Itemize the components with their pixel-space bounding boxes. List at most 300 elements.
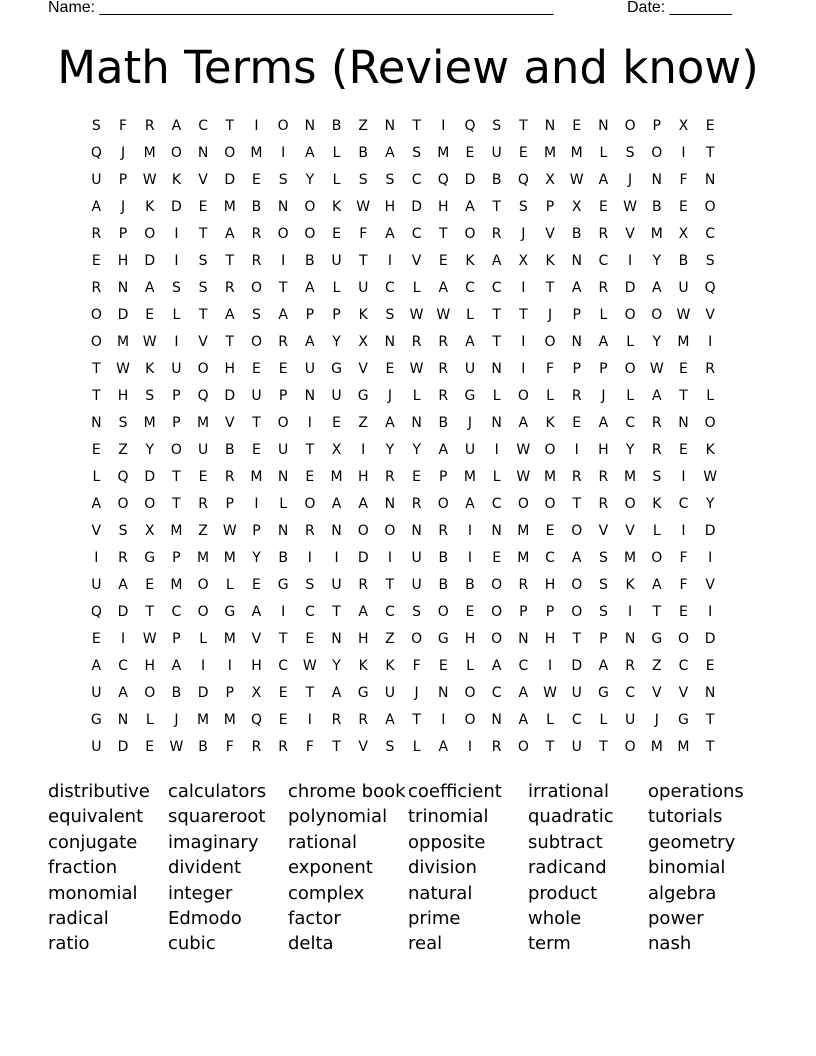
grid-letter: N (491, 415, 502, 431)
grid-letter: A (438, 280, 449, 296)
grid-letter: B (278, 550, 288, 566)
grid-letter: K (145, 199, 155, 215)
grid-letter: T (679, 388, 688, 404)
grid-letter: O (197, 577, 209, 593)
grid-letter: A (91, 199, 102, 215)
word-bank-item: calculators (168, 781, 267, 802)
grid-letter: S (171, 280, 181, 296)
grid-letter: N (277, 199, 289, 215)
grid-letter: X (518, 253, 529, 269)
grid-letter: S (385, 739, 395, 755)
grid-letter: A (385, 226, 395, 242)
grid-row (83, 194, 724, 221)
grid-letter: N (117, 280, 129, 296)
grid-letter: A (598, 334, 609, 350)
grid-letter: M (517, 550, 530, 566)
word-bank-item: division (408, 857, 477, 879)
grid-letter: G (331, 361, 342, 377)
word-bank-item: geometry (648, 831, 736, 853)
grid-letter: S (598, 577, 608, 593)
grid-letter: G (597, 685, 609, 701)
grid-letter: R (224, 469, 235, 485)
grid-letter: M (170, 577, 183, 593)
grid-letter: K (625, 577, 635, 593)
grid-letter: A (518, 685, 529, 701)
grid-letter: E (598, 199, 608, 215)
grid-letter: H (117, 253, 129, 269)
grid-letter: J (387, 388, 392, 404)
grid-letter: E (679, 442, 688, 458)
grid-letter: P (172, 388, 181, 404)
grid-letter: T (145, 604, 154, 620)
grid-letter: O (544, 334, 556, 350)
word-bank-item: exponent (288, 857, 373, 879)
grid-letter: I (681, 469, 686, 485)
grid-letter: N (624, 631, 636, 647)
grid-letter: A (571, 550, 582, 566)
grid-letter: B (438, 415, 449, 431)
grid-letter: N (491, 712, 502, 728)
word-bank-item: factor (288, 907, 341, 929)
grid-letter: T (252, 415, 261, 431)
word-bank-item: divident (168, 857, 242, 879)
grid-letter: V (198, 334, 208, 350)
grid-row (83, 113, 724, 140)
grid-letter: S (412, 145, 422, 161)
grid-letter: M (624, 469, 637, 485)
grid-letter: T (545, 280, 555, 296)
grid-letter: I (307, 550, 312, 566)
word-bank-item: coefficient (408, 781, 502, 802)
grid-letter: N (277, 523, 289, 539)
grid-letter: G (437, 631, 449, 647)
grid-letter: L (225, 577, 234, 593)
grid-letter: T (572, 496, 581, 512)
grid-letter: A (331, 685, 342, 701)
grid-letter: L (332, 172, 341, 188)
grid-letter: Q (437, 172, 449, 188)
grid-letter: L (599, 145, 608, 161)
grid-letter: W (222, 523, 237, 539)
grid-letter: E (465, 145, 475, 161)
grid-letter: U (197, 442, 209, 458)
grid-letter: I (681, 145, 686, 161)
grid-letter: B (651, 199, 662, 215)
grid-row (83, 437, 724, 464)
grid-letter: O (437, 496, 449, 512)
grid-letter: A (438, 442, 449, 458)
grid-letter: L (626, 334, 634, 350)
grid-letter: J (601, 388, 606, 404)
grid-letter: F (679, 172, 688, 188)
grid-letter: O (90, 307, 102, 323)
grid-letter: E (305, 469, 315, 485)
grid-letter: R (251, 226, 262, 242)
grid-letter: D (224, 172, 236, 188)
grid-letter: P (172, 631, 181, 647)
grid-letter: P (572, 307, 581, 323)
grid-letter: A (571, 280, 582, 296)
grid-row (83, 545, 724, 572)
grid-letter: S (118, 415, 128, 431)
grid-letter: N (491, 523, 502, 539)
grid-letter: R (278, 739, 289, 755)
grid-letter: Y (412, 442, 421, 458)
grid-letter: O (197, 604, 209, 620)
grid-letter: H (544, 631, 556, 647)
grid-letter: E (679, 604, 688, 620)
grid-letter: N (277, 469, 289, 485)
grid-letter: X (251, 685, 262, 701)
word-bank-item: conjugate (48, 831, 138, 853)
grid-letter: T (198, 307, 208, 323)
grid-letter: A (144, 280, 155, 296)
grid-letter: S (198, 280, 208, 296)
grid-letter: X (545, 172, 555, 188)
word-bank-item: equivalent (48, 806, 144, 828)
grid-letter: M (223, 550, 236, 566)
grid-letter: C (411, 172, 422, 188)
grid-letter: J (628, 172, 633, 188)
grid-letter: D (624, 280, 636, 296)
grid-letter: T (519, 307, 528, 323)
grid-letter: C (598, 253, 609, 269)
grid-letter: W (116, 361, 130, 377)
grid-letter: A (491, 658, 502, 674)
grid-letter: L (412, 280, 421, 296)
grid-letter: W (703, 469, 718, 485)
grid-letter: N (331, 631, 342, 647)
grid-letter: G (277, 577, 289, 593)
grid-letter: O (197, 361, 209, 377)
grid-letter: W (516, 469, 531, 485)
grid-letter: R (224, 280, 235, 296)
grid-letter: I (281, 145, 286, 161)
grid-letter: D (197, 685, 209, 701)
grid-letter: C (678, 658, 689, 674)
grid-letter: H (464, 631, 476, 647)
grid-letter: P (118, 226, 128, 242)
grid-letter: O (571, 577, 583, 593)
grid-letter: U (171, 361, 182, 377)
grid-letter: N (438, 685, 449, 701)
grid-letter: T (172, 496, 181, 512)
grid-letter: R (118, 550, 128, 566)
grid-letter: G (651, 631, 663, 647)
grid-letter: T (412, 118, 421, 134)
grid-letter: T (572, 631, 581, 647)
grid-letter: Y (305, 172, 315, 188)
grid-letter: S (598, 550, 608, 566)
grid-letter: I (681, 523, 686, 539)
grid-letter: R (438, 334, 449, 350)
grid-letter: U (491, 145, 502, 161)
grid-letter: N (544, 118, 556, 134)
grid-letter: T (225, 334, 235, 350)
grid-letter: L (466, 307, 474, 323)
grid-letter: M (570, 145, 583, 161)
grid-letter: A (651, 577, 662, 593)
grid-letter: F (679, 550, 688, 566)
grid-letter: L (492, 388, 501, 404)
grid-letter: M (116, 334, 130, 350)
grid-letter: I (174, 334, 179, 350)
grid-letter: N (331, 523, 342, 539)
grid-letter: I (254, 496, 259, 512)
grid-letter: C (411, 226, 422, 242)
grid-letter: A (651, 388, 662, 404)
grid-letter: L (172, 307, 181, 323)
grid-letter: I (708, 604, 713, 620)
grid-letter: O (144, 496, 156, 512)
grid-letter: E (465, 604, 475, 620)
grid-letter: U (384, 685, 396, 701)
grid-row (83, 707, 724, 734)
grid-letter: B (491, 172, 502, 188)
grid-letter: J (120, 145, 126, 161)
grid-letter: J (120, 199, 126, 215)
grid-letter: L (332, 280, 341, 296)
grid-letter: O (624, 496, 636, 512)
grid-letter: P (278, 388, 288, 404)
grid-row (83, 626, 724, 653)
grid-letter: N (304, 118, 316, 134)
grid-letter: I (94, 550, 99, 566)
grid-letter: N (571, 334, 582, 350)
grid-letter: S (118, 523, 128, 539)
grid-row (83, 275, 724, 302)
grid-letter: H (357, 469, 369, 485)
grid-letter: S (492, 118, 502, 134)
grid-letter: K (385, 658, 395, 674)
grid-letter: I (281, 604, 286, 620)
grid-letter: M (223, 199, 236, 215)
grid-letter: U (464, 361, 476, 377)
grid-row (83, 599, 724, 626)
grid-letter: J (174, 712, 179, 728)
grid-letter: W (142, 631, 157, 647)
grid-letter: E (545, 523, 555, 539)
grid-letter: O (464, 226, 476, 242)
grid-letter: R (625, 658, 635, 674)
grid-letter: J (654, 712, 659, 728)
grid-letter: V (625, 226, 635, 242)
word-bank-item: irrational (528, 781, 610, 802)
grid-letter: C (491, 280, 502, 296)
grid-letter: C (491, 685, 502, 701)
grid-letter: Z (651, 658, 662, 674)
grid-letter: E (438, 253, 448, 269)
grid-letter: T (439, 226, 448, 242)
grid-letter: V (598, 523, 609, 539)
grid-letter: Y (705, 496, 715, 512)
grid-letter: A (305, 334, 315, 350)
grid-letter: L (652, 523, 661, 539)
grid-letter: R (598, 226, 609, 242)
grid-letter: O (651, 550, 663, 566)
word-bank-item: distributive (48, 781, 150, 802)
grid-letter: T (172, 469, 181, 485)
grid-letter: S (598, 604, 608, 620)
grid-letter: D (571, 658, 583, 674)
grid-letter: Q (464, 118, 476, 134)
grid-letter: S (252, 307, 261, 323)
grid-letter: N (384, 334, 396, 350)
grid-letter: S (145, 388, 155, 404)
grid-letter: A (251, 604, 262, 620)
grid-letter: E (705, 118, 715, 134)
grid-letter: E (145, 577, 155, 593)
word-bank-item: trinomial (408, 806, 489, 828)
grid-letter: N (571, 253, 582, 269)
grid-row (83, 518, 724, 545)
grid-letter: A (91, 496, 102, 512)
grid-letter: G (464, 388, 476, 404)
word-bank-item: subtract (528, 831, 603, 853)
grid-letter: O (651, 145, 663, 161)
word-bank-item: fraction (48, 857, 118, 879)
grid-letter: K (545, 415, 555, 431)
grid-letter: Y (385, 442, 395, 458)
grid-letter: O (517, 388, 529, 404)
grid-letter: D (704, 631, 716, 647)
grid-letter: U (571, 685, 582, 701)
grid-letter: D (411, 199, 422, 215)
grid-letter: I (227, 658, 232, 674)
grid-letter: A (305, 280, 315, 296)
grid-letter: R (91, 226, 102, 242)
grid-letter: V (358, 361, 368, 377)
grid-letter: N (598, 118, 609, 134)
grid-letter: X (358, 334, 369, 350)
grid-letter: B (438, 550, 449, 566)
grid-letter: E (278, 361, 288, 377)
grid-letter: R (251, 253, 262, 269)
grid-letter: O (571, 604, 583, 620)
grid-letter: N (384, 496, 396, 512)
grid-letter: S (652, 469, 662, 485)
grid-letter: A (358, 604, 368, 620)
grid-letter: F (225, 739, 234, 755)
word-bank-item: radical (48, 907, 109, 929)
grid-letter: M (437, 145, 450, 161)
grid-letter: E (305, 631, 315, 647)
grid-letter: T (385, 577, 395, 593)
grid-letter: O (624, 118, 636, 134)
word-bank-item: opposite (408, 831, 486, 853)
grid-letter: S (412, 604, 422, 620)
grid-letter: V (705, 577, 715, 593)
grid-letter: W (409, 307, 424, 323)
word-bank-item: nash (648, 933, 692, 955)
grid-letter: I (307, 712, 312, 728)
grid-letter: O (384, 523, 396, 539)
grid-letter: C (385, 604, 395, 620)
grid-letter: T (492, 334, 501, 350)
grid-letter: O (144, 226, 156, 242)
grid-letter: U (331, 577, 342, 593)
grid-letter: O (491, 577, 503, 593)
grid-letter: O (517, 739, 529, 755)
grid-letter: A (518, 415, 529, 431)
grid-letter: R (598, 496, 609, 512)
word-bank-item: monomial (48, 882, 138, 904)
grid-letter: A (305, 145, 315, 161)
grid-letter: Z (118, 442, 128, 458)
grid-letter: I (387, 550, 392, 566)
grid-row (83, 167, 724, 194)
word-bank-item: ratio (48, 933, 90, 955)
grid-letter: Q (704, 280, 716, 296)
grid-row (83, 410, 724, 437)
grid-letter: T (92, 388, 101, 404)
grid-letter: A (385, 712, 395, 728)
grid-letter: V (411, 253, 422, 269)
grid-letter: T (545, 739, 555, 755)
grid-letter: W (169, 739, 184, 755)
grid-letter: U (411, 550, 422, 566)
grid-letter: L (599, 307, 608, 323)
grid-letter: D (117, 307, 129, 323)
grid-letter: N (678, 415, 689, 431)
grid-letter: I (628, 253, 633, 269)
grid-letter: I (467, 523, 473, 539)
grid-letter: L (492, 469, 501, 485)
grid-letter: S (91, 118, 101, 134)
grid-letter: R (651, 415, 662, 431)
grid-letter: I (120, 631, 126, 647)
grid-letter: G (224, 604, 236, 620)
grid-letter: N (704, 172, 716, 188)
word-bank-item: imaginary (168, 831, 259, 853)
grid-letter: C (518, 658, 529, 674)
grid-letter: E (679, 199, 688, 215)
grid-letter: I (708, 550, 713, 566)
grid-letter: I (521, 361, 526, 377)
grid-letter: X (144, 523, 155, 539)
grid-letter: B (465, 577, 475, 593)
grid-letter: N (384, 118, 396, 134)
grid-letter: A (491, 253, 502, 269)
grid-letter: P (225, 496, 234, 512)
grid-letter: M (250, 469, 263, 485)
grid-letter: I (334, 550, 339, 566)
grid-letter: O (704, 199, 716, 215)
word-bank-item: product (528, 882, 598, 904)
grid-letter: K (652, 496, 662, 512)
grid-letter: L (279, 496, 288, 512)
page-title: Math Terms (Review and know) (57, 41, 759, 94)
grid-letter: A (465, 496, 475, 512)
grid-letter: A (465, 334, 475, 350)
grid-letter: D (704, 523, 716, 539)
grid-letter: O (464, 712, 476, 728)
grid-letter: O (491, 604, 503, 620)
grid-letter: P (225, 685, 234, 701)
grid-letter: S (305, 577, 315, 593)
grid-letter: Y (145, 442, 154, 458)
grid-letter: E (252, 442, 261, 458)
grid-letter: O (464, 685, 476, 701)
grid-letter: A (438, 739, 449, 755)
date-field-label: Date: _______ (627, 0, 732, 16)
grid-letter: H (544, 577, 556, 593)
grid-letter: O (411, 631, 423, 647)
word-bank-item: binomial (648, 857, 726, 879)
grid-letter: A (465, 199, 475, 215)
grid-letter: A (598, 415, 609, 431)
grid-letter: A (651, 280, 662, 296)
